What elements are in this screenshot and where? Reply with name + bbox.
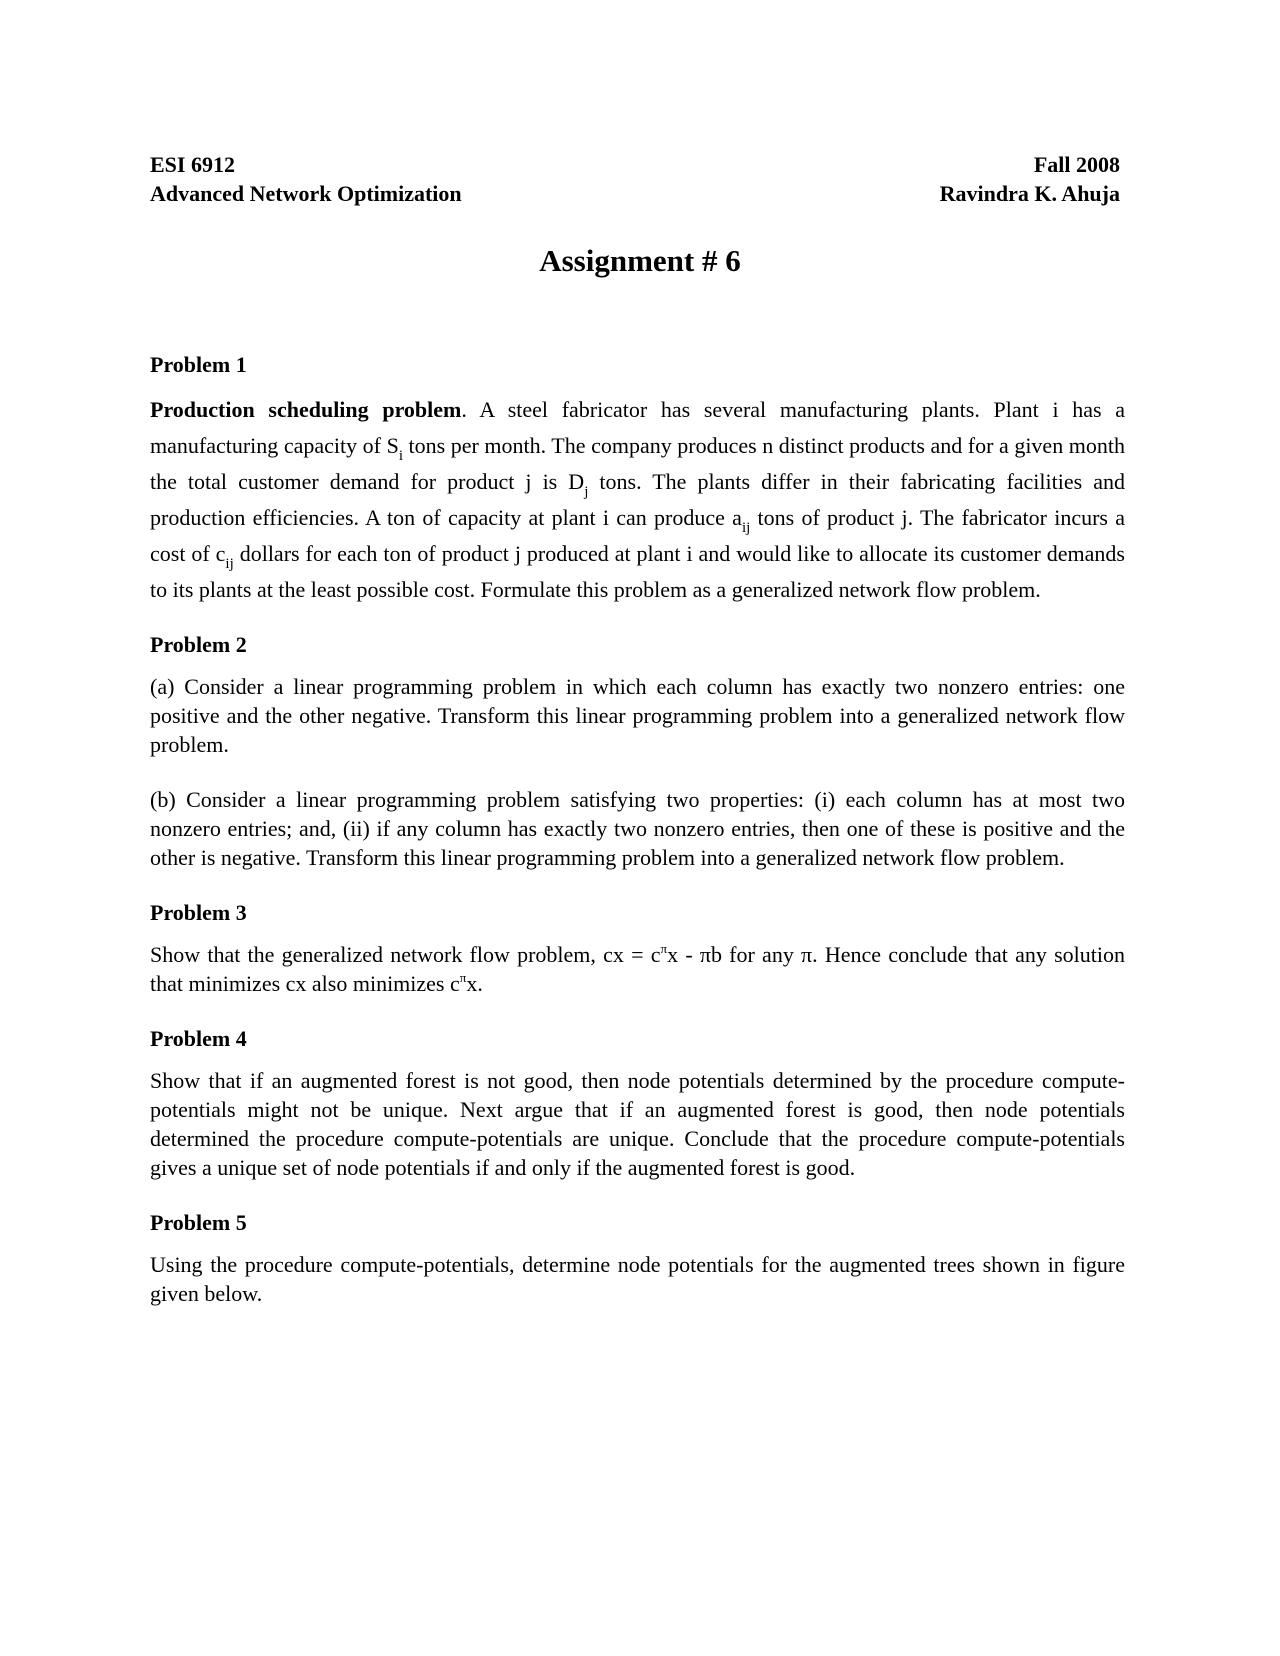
problem-4-heading: Problem 4 [150, 1026, 247, 1051]
term: Fall 2008 [1033, 152, 1120, 177]
problem-2-part-b: (b) Consider a linear programming problem satisfying two properties: (i) each column has at most two nonzero entries; and, (ii) if any column has exactly two nonzero entries, then one of these is positive and the other is negative. Transform this linear programming problem into a generalized network flow problem. [150, 787, 1125, 870]
problem-1-lead: Production scheduling problem [150, 397, 462, 422]
problem-1-heading: Problem 1 [150, 352, 247, 377]
course-code: ESI 6912 [150, 152, 235, 177]
problem-5-heading: Problem 5 [150, 1210, 247, 1235]
problem-4-text: Show that if an augmented forest is not good, then node potentials determined by the procedure compute-potentials might not be unique. Next argue that if an augmented forest is good, then node potentials determined the procedure compute-potentials are unique. Conclude that the procedure compute-potentials gives a unique set of node potentials if and only if the augmented forest is good. [150, 1068, 1125, 1180]
instructor: Ravindra K. Ahuja [939, 181, 1120, 206]
problem-2-part-a: (a) Consider a linear programming problem in which each column has exactly two nonzero entries: one positive and the other negative. Transform this linear programming problem into a generalized network flow problem. [150, 674, 1125, 757]
problem-1-text: Production scheduling problem. A steel fabricator has several manufacturing plants. Plant i has a manufacturing capacity of $S_i$ tons per month. The company produces n distinct products and for a given month the total customer demand for product j is $D_j$ tons. The plants differ in their fabricating facilities and production efficiencies. A ton of capacity at plant i can produce $a_{ij}$ tons of product j. The fabricator incurs a cost of $c_{ij}$ dollars for each ton of product j produced at plant i and would like to allocate its customer demands to its plants at the least possible cost. Formulate this problem as a generalized network flow problem. [150, 397, 1125, 602]
problem-3-text: Show that the generalized network flow problem, cx = $c^\pi x$ - πb for any π. Hence conclude that any solution that minimizes cx also minimizes $c^\pi x$. [150, 941, 1125, 996]
problem-5-text: Using the procedure compute-potentials, determine node potentials for the augmented trees shown in figure given below. [150, 1252, 1125, 1306]
problem-2-heading: Problem 2 [150, 632, 247, 657]
assignment-title: Assignment # 6 [539, 243, 741, 278]
problem-3-heading: Problem 3 [150, 900, 247, 925]
document-header [150, 150, 1120, 208]
problems [150, 350, 1125, 1334]
course-name: Advanced Network Optimization [150, 181, 462, 206]
